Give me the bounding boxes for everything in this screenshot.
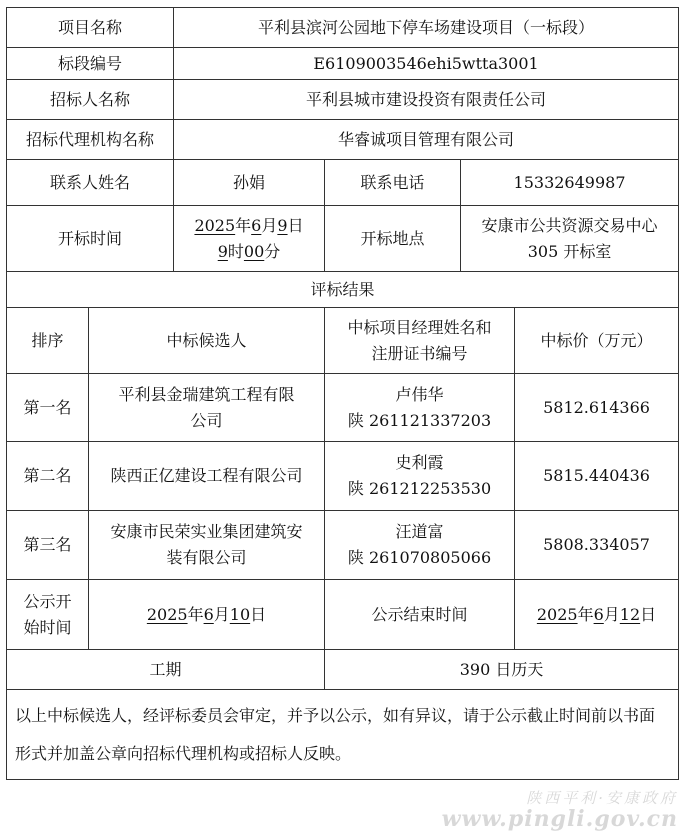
publicity-end-label: 公示结束时间: [325, 580, 515, 650]
open-time-value: 2025年6月9日 9时00分: [174, 206, 325, 272]
project-name-value: 平利县滨河公园地下停车场建设项目（一标段）: [174, 8, 679, 48]
open-place-line2: 305 开标室: [527, 241, 612, 261]
contact-phone-value: 15332649987: [461, 160, 679, 206]
manager-cell: 汪道富 陕 261070805066: [325, 511, 515, 580]
open-hour: 9: [217, 241, 228, 261]
duration-label: 工期: [7, 650, 325, 690]
publicity-start-value: 2025年6月10日: [89, 580, 325, 650]
candidate-cell: 陕西正亿建设工程有限公司: [89, 442, 325, 511]
header-rank: 排序: [7, 308, 89, 374]
tenderer-label: 招标人名称: [7, 80, 174, 120]
rank-cell: 第三名: [7, 511, 89, 580]
header-manager: 中标项目经理姓名和 注册证书编号: [325, 308, 515, 374]
contact-phone-label: 联系电话: [325, 160, 461, 206]
results-title: 评标结果: [7, 272, 679, 308]
rank-cell: 第二名: [7, 442, 89, 511]
header-price: 中标价（万元）: [515, 308, 679, 374]
agency-value: 华睿诚项目管理有限公司: [174, 120, 679, 160]
manager-cell: 卢伟华 陕 261121337203: [325, 374, 515, 442]
duration-value: 390 日历天: [325, 650, 679, 690]
watermark-line1: 陕西平利·安康政府: [526, 789, 678, 807]
agency-label: 招标代理机构名称: [7, 120, 174, 160]
manager-cell: 史利霞 陕 261212253530: [325, 442, 515, 511]
header-candidate: 中标候选人: [89, 308, 325, 374]
open-place-label: 开标地点: [325, 206, 461, 272]
table-row: [7, 511, 679, 580]
open-place-line1: 安康市公共资源交易中心: [481, 215, 658, 235]
publicity-end-value: 2025年6月12日: [515, 580, 679, 650]
open-month: 6: [251, 215, 262, 235]
open-year: 2025: [194, 215, 236, 235]
rank-cell: 第一名: [7, 374, 89, 442]
table-row: [7, 442, 679, 511]
contact-name-value: 孙娟: [174, 160, 325, 206]
candidate-cell: 安康市民荣实业集团建筑安 装有限公司: [89, 511, 325, 580]
price-cell: 5808.334057: [515, 511, 679, 580]
open-place-value: [461, 206, 679, 272]
contact-name-label: 联系人姓名: [7, 160, 174, 206]
section-no-label: 标段编号: [7, 48, 174, 80]
watermark-line2: www.pingli.gov.cn: [441, 806, 678, 832]
open-day: 9: [277, 215, 288, 235]
notice-text: 以上中标候选人，经评标委员会审定，并予以公示，如有异议，请于公示截止时间前以书面形式并加盖公章向招标代理机构或招标人反映。: [7, 690, 679, 780]
table-row: [7, 374, 679, 442]
tenderer-value: 平利县城市建设投资有限责任公司: [174, 80, 679, 120]
section-no-value: E6109003546ehi5wtta3001: [174, 48, 679, 80]
price-cell: 5815.440436: [515, 442, 679, 511]
publicity-start-label: 公示开 始时间: [7, 580, 89, 650]
project-name-label: 项目名称: [7, 8, 174, 48]
tender-result-table: [6, 7, 679, 780]
open-time-label: 开标时间: [7, 206, 174, 272]
candidate-cell: 平利县金瑞建筑工程有限 公司: [89, 374, 325, 442]
site-watermark: [442, 789, 678, 831]
price-cell: 5812.614366: [515, 374, 679, 442]
open-minute: 00: [243, 241, 265, 261]
